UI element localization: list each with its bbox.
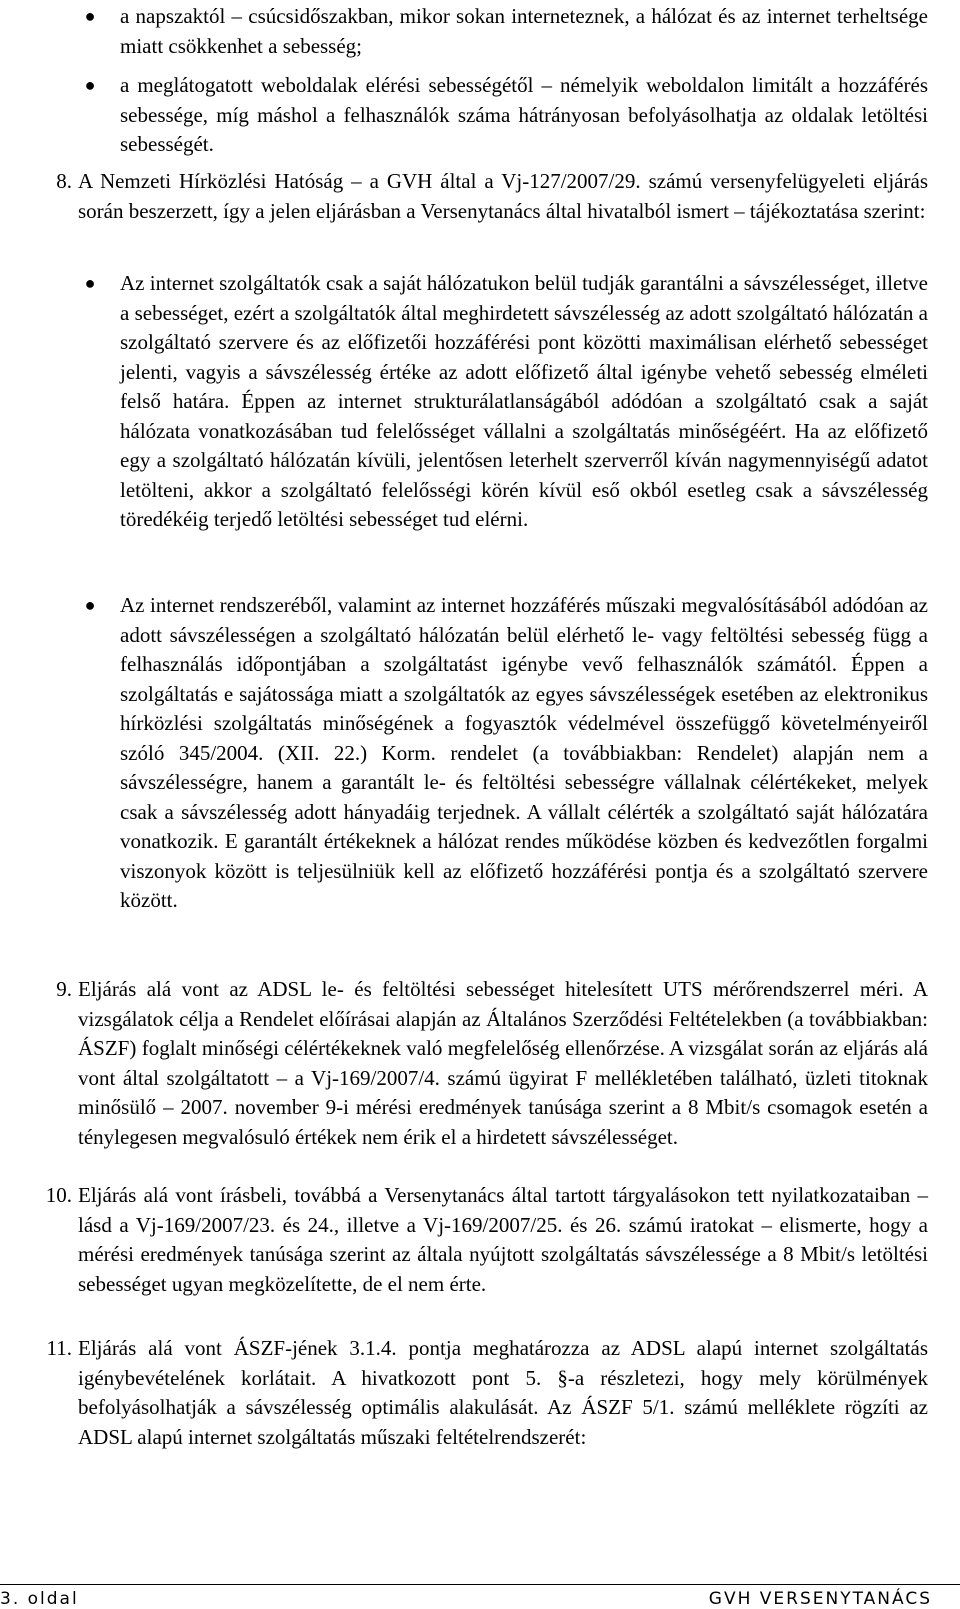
bullet-icon: ● (84, 273, 96, 293)
item-text-11: Eljárás alá vont ÁSZF-jének 3.1.4. pontja meghatározza az ADSL alapú internet szolgáltatás igénybevételének korlátait. A hivatkozott pont 5. §-a részletezi, hogy mely körülmények befolyásolhatják a sávszélesség optimális alakulását. Az ÁSZF 5/1. számú melléklete rögzíti az ADSL alapú internet szolgáltatás műszaki feltételrendszerét: (78, 1336, 928, 1449)
bullet-icon: ● (84, 6, 96, 26)
top-bullet-text-2: a meglátogatott weboldalak elérési sebességétől – némelyik weboldalon limitált a hozzáférés sebessége, míg máshol a felhasználók száma hátrányosan befolyásolhatja az oldalak letöltési sebességét. (120, 73, 928, 156)
item-text-9: Eljárás alá vont az ADSL le- és feltöltési sebességet hitelesített UTS mérőrendszerrel méri. A vizsgálatok célja a Rendelet előírásai alapján az Általános Szerződési Feltételekben (a továbbiakban: ÁSZF) foglalt minőségi célértékeknek való megfelelőség ellenőrzése. A vizsgálat során az eljárás alá vont által szolgáltatott – a Vj-169/2007/4. számú ügyirat F mellékletében található, üzleti titoknak minősülő – 2007. november 9-i mérési eredmények tanúsága szerint a 8 Mbit/s csomagok esetén a ténylegesen megvalósuló értékek nem érik el a hirdetett sávszélességet. (78, 977, 928, 1149)
top-bullet-text-1: a napszaktól – csúcsidőszakban, mikor sokan interneteznek, a hálózat és az internet terheltsége miatt csökkenhet a sebesség; (120, 4, 928, 58)
footer-divider (0, 1584, 960, 1585)
item-text-10: Eljárás alá vont írásbeli, továbbá a Versenytanács által tartott tárgyalásokon tett nyilatkozataiban – lásd a Vj-169/2007/23. és 24., illetve a Vj-169/2007/25. és 26. számú iratokat – elismerte, hogy a mérési eredmények tanúsága szerint az általa nyújtott szolgáltatás sávszélessége a 8 Mbit/s letöltési sebességet ugyan megközelítette, de el nem érte. (78, 1183, 928, 1296)
item-number-9: 9. (56, 977, 72, 1001)
footer-page-number: 3. oldal (0, 1589, 79, 1609)
item-number-8: 8. (56, 169, 72, 193)
item-text-8: A Nemzeti Hírközlési Hatóság – a GVH által a Vj-127/2007/29. számú versenyfelügyeleti eljárás során beszerzett, így a jelen eljárásban a Versenytanács által hivatalból ismert – tájékoztatása szerint: (78, 169, 928, 223)
item8-bullet-text-1: Az internet szolgáltatók csak a saját hálózatukon belül tudják garantálni a sávszélességet, illetve a sebességet, ezért a szolgáltatók által meghirdetett sávszélesség az adott szolgáltató hálózatán a szolgáltató szervere és az előfizetői hozzáférési pont közötti maximálisan elérhető sebességet jelenti, vagyis a sávszélesség értéke az adott előfizető által igénybe vehető sebesség elméleti felső határa. Éppen az internet strukturálatlanságából adódóan a szolgáltató csak a saját hálózata vonatkozásában tud felelősséget vállalni a szolgáltatás minőségéért. Ha az előfizető egy a szolgáltató hálózatán kívüli, jelentősen leterhelt szerverről kíván nagymennyiségű adatot letölteni, akkor a szolgáltató felelősségi körén kívül eső okból esetleg csak a sávszélesség töredékéig terjedő letöltési sebességet tud elérni. (120, 271, 928, 531)
item8-bullet-text-2: Az internet rendszeréből, valamint az internet hozzáférés műszaki megvalósításából adódóan az adott sávszélességen a szolgáltató hálózatán belül elérhető le- vagy feltöltési sebesség függ a felhasználás időpontjában a szolgáltatást igénybe vevő felhasználók számától. Éppen a szolgáltatás e sajátossága miatt a szolgáltatók az egyes sávszélességek esetében az elektronikus hírközlési szolgáltatás minőségének a fogyasztók védelmével összefüggő követelményeiről szóló 345/2004. (XII. 22.) Korm. rendelet (a továbbiakban: Rendelet) alapján nem a sávszélességre, hanem a garantált le- és feltöltési sebességre vállalnak célértékeket, melyek csak a sávszélesség adott hányadáig terjednek. A vállalt célérték a szolgáltató saját hálózatára vonatkozik. E garantált értékeknek a hálózat rendes működése közben és kedvezőtlen forgalmi viszonyok között is teljesülniük kell az előfizető hozzáférési pontja és a szolgáltató szervere között. (120, 593, 928, 912)
item-number-11: 11. (46, 1336, 72, 1360)
item-number-10: 10. (45, 1183, 72, 1207)
page-footer (0, 1590, 960, 1609)
bullet-icon: ● (84, 75, 96, 95)
footer-organization: GVH VERSENYTANÁCS (708, 1589, 932, 1609)
bullet-icon: ● (84, 595, 96, 615)
